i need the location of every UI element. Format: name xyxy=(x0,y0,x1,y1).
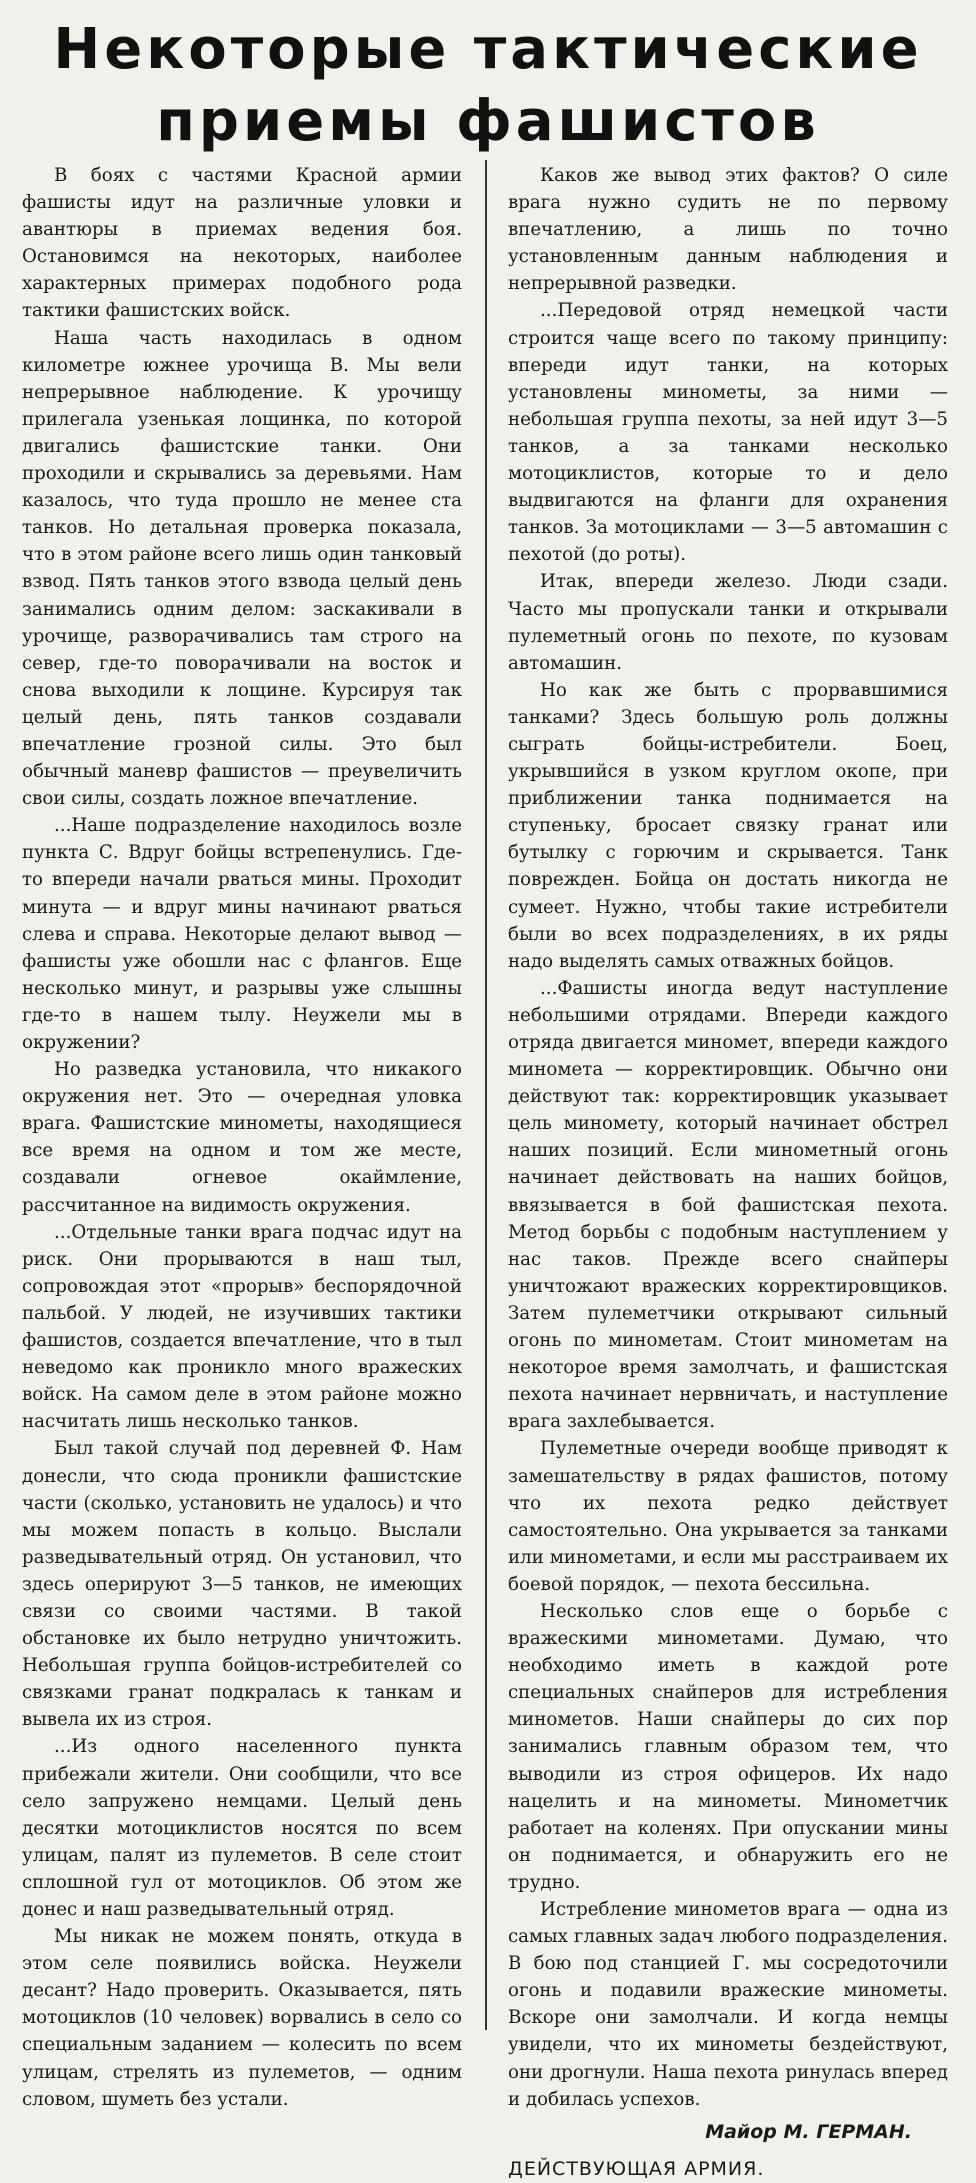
paragraph: ...Отдельные танки врага подчас идут на риск. Они прорываются в наш тыл, сопровождая этот «прорыв» беспорядочной пальбой. У людей, не изучивших тактики фашистов, создается впечатление, что в тыл неведомо как проникло много вражеских войск. На самом деле в этом районе можно насчитать лишь несколько танков. xyxy=(22,1221,462,1433)
paragraph: Был такой случай под деревней Ф. Нам донесли, что сюда проникли фашистские части (сколько, установить не удалось) и что мы можем попасть в кольцо. Выслали разведывательный отряд. Он установил, что здесь оперируют 3—5 танков, не имеющих связи со своими частями. В такой обстановке их было нетрудно уничтожить. Небольшая группа бойцов-истребителей со связками гранат подкралась к танкам и вывела их из строя. xyxy=(22,1438,462,1731)
headline xyxy=(0,14,976,158)
paragraph: ...Из одного населенного пункта прибежали жители. Они сообщили, что все село запружено немцами. Целый день десятки мотоциклистов носятся по всем улицам, палят из пулеметов. В селе стоит сплошной гул от мотоциклов. Об этом же донес и наш разведывательный отряд. xyxy=(22,1736,462,1920)
paragraph: Итак, впереди железо. Люди сзади. Часто мы пропускали танки и открывали пулеметный огонь по пехоте, по кузовам автомашин. xyxy=(508,571,948,674)
left-column xyxy=(22,162,462,2113)
paragraph: Истребление минометов врага — одна из самых главных задач любого подразделения. В бою под станцией Г. мы сосредоточили огонь и подавили вражеские минометы. Вскоре они замолчали. И когда немцы увидели, что их минометы бездействуют, они дрогнули. Наша пехота ринулась вперед и добилась успехов. xyxy=(508,1899,948,2110)
paragraph: ...Передовой отряд немецкой части строится чаще всего по такому принципу: впереди идут танки, на которых установлены минометы, за ними — небольшая группа пехоты, за ней идут 3—5 танков, а за танками несколько мотоциклистов, которые то и дело выдвигаются на фланги для охранения танков. За мотоциклами — 3—5 автомашин с пехотой (до роты). xyxy=(508,300,948,566)
right-column xyxy=(508,162,948,2183)
paragraph: В боях с частями Красной армии фашисты идут на различные уловки и авантюры в приемах ведения боя. Остановимся на некоторых, наиболее характерных примерах подобного рода тактики фашистских войск. xyxy=(22,165,462,322)
paragraph: ...Фашисты иногда ведут наступление небольшими отрядами. Впереди каждого отряда двигается миномет, впереди каждого миномета — корректировщик. Обычно они действуют так: корректировщик указывает цель миномету, который начинает обстрел наших позиций. Если минометный огонь начинает действовать на наших бойцов, ввязывается в бой фашистская пехота. Метод борьбы с подобным наступлением у нас таков. Прежде всего снайперы уничтожают вражеских корректировщиков. Затем пулеметчики открывают сильный огонь по минометам. Стоит минометам на некоторое время замолчать, и фашистская пехота начинает нервничать, и наступление врага захлебывается. xyxy=(508,977,948,1433)
paragraph: Наша часть находилась в одном километре южнее урочища В. Мы вели непрерывное наблюдение. К урочищу прилегала узенькая лощинка, по которой двигались фашистские танки. Они проходили и скрывались за деревьями. Нам казалось, что туда прошло не менее ста танков. Но детальная проверка показала, что в этом районе всего лишь один танковый взвод. Пять танков этого взвода целый день занимались одним делом: заскакивали в урочище, разворачивались там строго на север, где-то поворачивали на восток и снова выходили к лощине. Курсируя так целый день, пять танков создавали впечатление грозной силы. Это был обычный маневр фашистов — преувеличить свои силы, создать ложное впечатление. xyxy=(22,327,462,810)
paragraph: Несколько слов еще о борьбе с вражескими минометами. Думаю, что необходимо иметь в каждой роте специальных снайперов для истребления минометов. Наши снайперы до сих пор занимались главным образом тем, что выводили из строя офицеров. Их надо нацелить и на минометы. Минометчик работает на коленях. При опускании мины он поднимается, и обнаружить его не трудно. xyxy=(508,1600,948,1893)
headline-line-1: Некоторые тактические xyxy=(53,17,923,82)
paragraph: ...Наше подразделение находилось возле пункта С. Вдруг бойцы встрепенулись. Где-то впереди начали рваться мины. Проходит минута — и вдруг мины начинают рваться слева и справа. Некоторые делают вывод — фашисты уже обошли нас с флангов. Еще несколько минут, и разрывы уже слышны где-то в нашем тылу. Неужели мы в окружении? xyxy=(22,815,462,1053)
paragraph: Но разведка установила, что никакого окружения нет. Это — очередная уловка врага. Фашистские минометы, находящиеся все время на одном и том же месте, создавали огневое окаймление, рассчитанное на видимость окружения. xyxy=(22,1059,462,1216)
headline-line-2: приемы фашистов xyxy=(156,89,820,154)
paragraph: Мы никак не можем понять, откуда в этом селе появились войска. Неужели десант? Надо проверить. Оказывается, пять мотоциклов (10 человек) ворвались в село со специальным заданием — колесить по всем улицам, стрелять из пулеметов, — одним словом, шуметь без устали. xyxy=(22,1926,462,2110)
paragraph: Пулеметные очереди вообще приводят к замешательству в рядах фашистов, потому что их пехота редко действует самостоятельно. Она укрывается за танками или минометами, и если мы расстраиваем их боевой порядок, — пехота бессильна. xyxy=(508,1438,948,1595)
column-divider xyxy=(485,160,487,2030)
paragraph: Каков же вывод этих фактов? О силе врага нужно судить не по первому впечатлению, а лишь по точно установленным данным наблюдения и непрерывной разведки. xyxy=(508,165,948,295)
paragraph: Но как же быть с прорвавшимися танками? Здесь большую роль должны сыграть бойцы-истребители. Боец, укрывшийся в узком круглом окопе, при приближении танка поднимается на ступеньку, бросает связку гранат или бутылку с горючим и скрывается. Танк поврежден. Бойца он достать никогда не сумеет. Нужно, чтобы такие истребители были во всех подразделениях, в их ряды надо выделять самых отважных бойцов. xyxy=(508,679,948,972)
author-byline: Майор М. ГЕРМАН. xyxy=(705,2120,912,2143)
dateline: ДЕЙСТВУЮЩАЯ АРМИЯ. xyxy=(508,2157,765,2180)
